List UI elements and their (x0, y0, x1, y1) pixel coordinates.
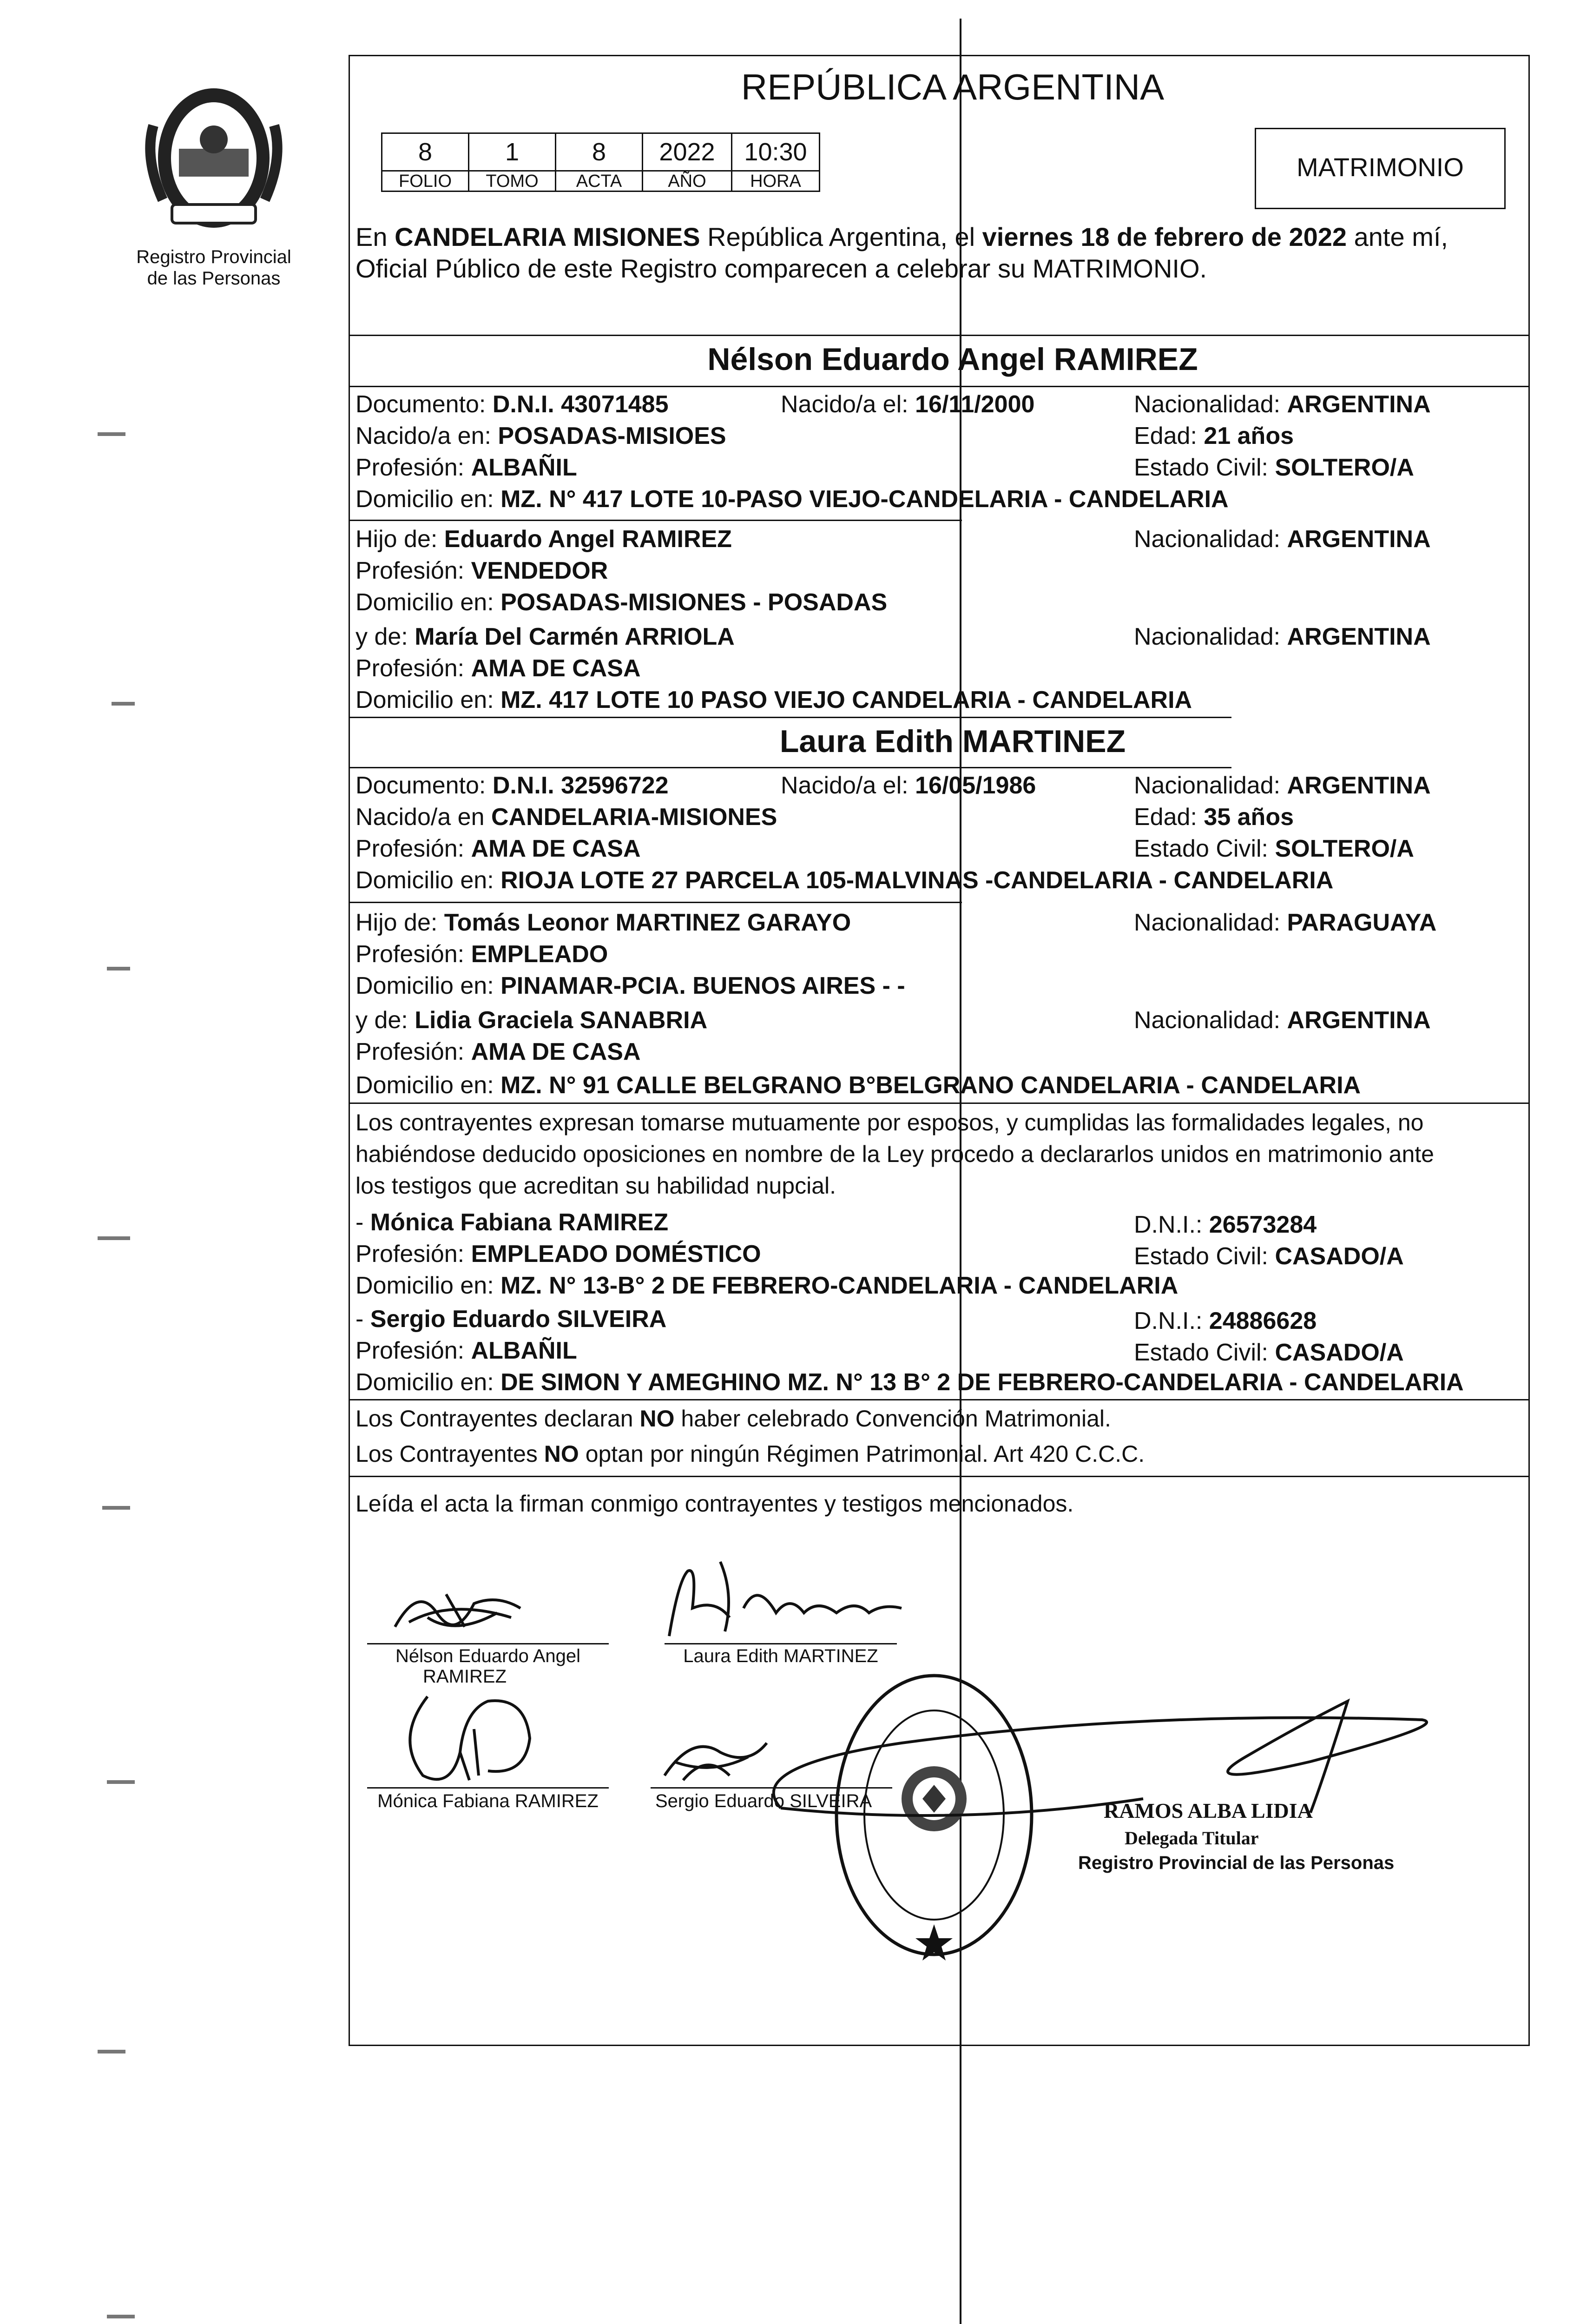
spouse1-doc-value: D.N.I. 43071485 (492, 391, 669, 418)
spouse1-father (356, 525, 732, 553)
intro-place: CANDELARIA MISIONES (395, 222, 700, 251)
spouse1-mother-nat-value: ARGENTINA (1287, 623, 1431, 650)
spouse1-mother (356, 623, 735, 651)
anio-cell (642, 132, 732, 192)
divider-6 (349, 902, 962, 903)
label: haber celebrado Convención Matrimonial. (674, 1406, 1111, 1432)
registry-name-line2: de las Personas (147, 268, 281, 289)
label: Nacido/a en: (356, 423, 498, 449)
spouse1-nat-value: ARGENTINA (1287, 391, 1431, 418)
declaration-line1: Los contrayentes expresan tomarse mutuamente por esposos, y cumplidas las formalidades legales, no (356, 1109, 1424, 1136)
label: Estado Civil: (1134, 1339, 1275, 1366)
intro-line2: Oficial Público de este Registro comparecen a celebrar su MATRIMONIO. (356, 254, 1207, 283)
spouse2-doc-value: D.N.I. 32596722 (492, 772, 669, 799)
divider-1 (349, 335, 1530, 336)
spouse1-father-prof (356, 557, 608, 585)
label: Edad: (1134, 423, 1204, 449)
spouse1-mother-prof-value: AMA DE CASA (471, 655, 641, 682)
spouse2-mother-nat (1134, 1006, 1431, 1034)
witness2-dni-value: 24886628 (1209, 1307, 1317, 1334)
divider-3 (349, 520, 962, 521)
label: Profesión: (356, 1038, 471, 1065)
witness1-dni (1134, 1211, 1317, 1239)
spouse1-born-value: 16/11/2000 (915, 391, 1035, 418)
official-office: Registro Provincial de las Personas (1078, 1853, 1395, 1873)
province-seal (135, 79, 293, 237)
intro-p2: República Argentina, el (700, 222, 982, 251)
spouse2-age-value: 35 años (1204, 804, 1294, 831)
hora-value: 10:30 (732, 134, 819, 172)
spouse2-mother-prof-value: AMA DE CASA (471, 1038, 641, 1065)
scan-speck (98, 2050, 125, 2053)
scan-speck (107, 1780, 135, 1784)
label: Documento: (356, 391, 493, 418)
witness1-addr (356, 1272, 1178, 1300)
intro-line1 (356, 223, 1448, 251)
spouse1-doc (356, 390, 669, 418)
spouse2-addr-value: RIOJA LOTE 27 PARCELA 105-MALVINAS -CANDELARIA - CANDELARIA (500, 867, 1334, 894)
label: Domicilio en: (356, 486, 501, 513)
witness1-prof-value: EMPLEADO DOMÉSTICO (471, 1241, 761, 1268)
convention-line2 (356, 1440, 1145, 1468)
registry-name-line1: Registro Provincial (136, 247, 291, 267)
spouse2-name: Laura Edith MARTINEZ (779, 724, 1126, 759)
witness1-name (356, 1208, 668, 1236)
spouse2-mother-value: Lidia Graciela SANABRIA (415, 1007, 708, 1034)
label: Estado Civil: (1134, 835, 1275, 862)
spouse2-mother (356, 1006, 707, 1034)
label: y de: (356, 623, 415, 650)
spouse1-birthplace-value: POSADAS-MISIOES (498, 423, 726, 449)
label: Domicilio en: (356, 972, 501, 999)
witness2-dni (1134, 1307, 1317, 1335)
spouse1-mother-nat (1134, 623, 1431, 651)
label: Domicilio en: (356, 867, 501, 894)
label: - (356, 1306, 370, 1333)
spouse2-mother-addr-value: MZ. N° 91 CALLE BELGRANO B°BELGRANO CANDELARIA - CANDELARIA (500, 1072, 1361, 1099)
divider-8 (349, 1399, 1530, 1400)
spouse1-civil-value: SOLTERO/A (1275, 454, 1414, 481)
spouse1-nat (1134, 390, 1431, 418)
intro-p1: En (356, 222, 395, 251)
scan-speck (98, 1236, 130, 1240)
witness1-civil-value: CASADO/A (1275, 1243, 1404, 1270)
label: Nacionalidad: (1134, 1007, 1287, 1034)
spouse1-father-nat-value: ARGENTINA (1287, 526, 1431, 553)
spouse1-mother-addr (356, 686, 1192, 714)
label: - (356, 1209, 370, 1236)
spouse1-father-nat (1134, 525, 1431, 553)
label: Nacionalidad: (1134, 623, 1287, 650)
signature-label-2: Laura Edith MARTINEZ (683, 1646, 878, 1666)
spouse2-doc (356, 772, 669, 799)
spouse1-prof-value: ALBAÑIL (471, 454, 577, 481)
label: Domicilio en: (356, 589, 501, 616)
spouse1-father-prof-value: VENDEDOR (471, 557, 608, 584)
witness2-prof-value: ALBAÑIL (471, 1337, 577, 1364)
tomo-value: 1 (469, 134, 555, 172)
official-signature (725, 1692, 1478, 1831)
spouse2-mother-nat-value: ARGENTINA (1287, 1007, 1431, 1034)
divider-2 (349, 386, 1530, 387)
label: Profesión: (356, 1337, 471, 1364)
witness2-name-value: Sergio Eduardo SILVEIRA (370, 1306, 667, 1333)
witness2-civil-value: CASADO/A (1275, 1339, 1404, 1366)
scan-speck (107, 2315, 135, 2318)
intro-p3: ante mí, (1347, 222, 1448, 251)
spouse2-born-value: 16/05/1986 (915, 772, 1036, 799)
label: Profesión: (356, 835, 471, 862)
country-title: REPÚBLICA ARGENTINA (741, 66, 1165, 107)
divider-7 (349, 1103, 1530, 1104)
official-name: RAMOS ALBA LIDIA (1104, 1799, 1313, 1822)
spouse2-father-prof-value: EMPLEADO (471, 941, 608, 968)
label: Estado Civil: (1134, 454, 1275, 481)
signature-line-3 (367, 1787, 609, 1789)
label: Nacionalidad: (1134, 772, 1287, 799)
label: Hijo de: (356, 909, 444, 936)
spouse2-addr (356, 866, 1333, 894)
label: Nacionalidad: (1134, 526, 1287, 553)
signature-1 (381, 1576, 534, 1650)
province-seal-graphic (135, 79, 293, 237)
spouse2-birthplace-value: CANDELARIA-MISIONES (491, 804, 777, 831)
spouse2-father-nat (1134, 909, 1436, 937)
spouse1-age-value: 21 años (1204, 423, 1294, 449)
witness2-name (356, 1305, 666, 1333)
spouse1-mother-prof (356, 654, 641, 682)
label: Domicilio en: (356, 1369, 501, 1396)
acta-cell (555, 132, 643, 192)
spouse2-mother-addr (356, 1071, 1361, 1099)
declaration-line2: habiéndose deducido oposiciones en nombre de la Ley procedo a declararlos unidos en matrimonio ante (356, 1141, 1434, 1167)
spouse2-mother-prof (356, 1038, 641, 1066)
acta-label: ACTA (576, 172, 622, 191)
label: Nacido/a el: (781, 772, 915, 799)
witness2-addr-value: DE SIMON Y AMEGHINO MZ. N° 13 B° 2 DE FEBRERO-CANDELARIA - CANDELARIA (500, 1369, 1464, 1396)
label: Edad: (1134, 804, 1204, 831)
label: D.N.I.: (1134, 1307, 1209, 1334)
signature-label-1a: Nélson Eduardo Angel (395, 1646, 581, 1666)
witness2-prof (356, 1337, 577, 1365)
spouse2-birthplace (356, 803, 777, 831)
tomo-cell (468, 132, 556, 192)
signature-label-4: Sergio Eduardo SILVEIRA (655, 1791, 872, 1811)
folio-label: FOLIO (398, 172, 452, 191)
hora-label: HORA (750, 172, 801, 191)
spouse2-prof-value: AMA DE CASA (471, 835, 641, 862)
label: Estado Civil: (1134, 1243, 1275, 1270)
witness1-dni-value: 26573284 (1209, 1211, 1317, 1238)
signature-label-3: Mónica Fabiana RAMIREZ (377, 1791, 599, 1811)
spouse1-mother-addr-value: MZ. 417 LOTE 10 PASO VIEJO CANDELARIA - CANDELARIA (500, 687, 1192, 713)
witness2-addr (356, 1368, 1464, 1396)
label: Los Contrayentes declaran (356, 1406, 640, 1432)
signature-label-1b: RAMIREZ (423, 1666, 507, 1687)
spouse1-mother-value: María Del Carmén ARRIOLA (415, 623, 735, 650)
signature-3 (386, 1683, 562, 1794)
label: Profesión: (356, 1241, 471, 1268)
record-table (381, 132, 820, 192)
spouse1-name: Nélson Eduardo Angel RAMIREZ (707, 342, 1198, 377)
spouse2-father-prof (356, 940, 608, 968)
witness2-civil (1134, 1339, 1404, 1367)
scan-speck (102, 1506, 130, 1510)
spouse2-father-addr-value: PINAMAR-PCIA. BUENOS AIRES - - (500, 972, 905, 999)
spouse2-father-value: Tomás Leonor MARTINEZ GARAYO (444, 909, 851, 936)
divider-4 (349, 717, 1231, 718)
scan-speck (112, 702, 135, 706)
label: D.N.I.: (1134, 1211, 1209, 1238)
scan-speck (98, 432, 125, 436)
witness1-prof (356, 1240, 761, 1268)
label: Profesión: (356, 655, 471, 682)
spouse1-father-value: Eduardo Angel RAMIREZ (444, 526, 732, 553)
declaration-line3: los testigos que acreditan su habilidad nupcial. (356, 1173, 836, 1199)
label: Profesión: (356, 557, 471, 584)
label: optan por ningún Régimen Patrimonial. Art 420 C.C.C. (579, 1441, 1145, 1467)
witness1-addr-value: MZ. N° 13-B° 2 DE FEBRERO-CANDELARIA - CANDELARIA (500, 1272, 1178, 1299)
hora-cell (731, 132, 820, 192)
official-title: Delegada Titular (1125, 1828, 1259, 1849)
label: Profesión: (356, 454, 471, 481)
scan-speck (107, 967, 130, 971)
label: Hijo de: (356, 526, 444, 553)
signature-line-2 (665, 1643, 897, 1644)
spouse2-prof (356, 835, 641, 863)
divider-9 (349, 1476, 1530, 1477)
spouse1-father-addr (356, 588, 887, 616)
spouse1-birthplace (356, 422, 726, 450)
spouse1-addr-value: MZ. N° 417 LOTE 10-PASO VIEJO-CANDELARIA - CANDELARIA (500, 486, 1229, 513)
spouse2-father-nat-value: PARAGUAYA (1287, 909, 1437, 936)
spouse1-civil (1134, 454, 1414, 482)
signature-2 (651, 1552, 911, 1645)
label: NO (544, 1441, 579, 1467)
spouse2-nat (1134, 772, 1431, 799)
label: Los Contrayentes (356, 1441, 544, 1467)
divider-5 (349, 767, 1231, 768)
spouse2-father (356, 909, 851, 937)
label: Documento: (356, 772, 493, 799)
spouse2-nat-value: ARGENTINA (1287, 772, 1431, 799)
label: Nacionalidad: (1134, 391, 1287, 418)
label: Nacionalidad: (1134, 909, 1287, 936)
anio-label: AÑO (668, 172, 706, 191)
spouse1-born (781, 390, 1034, 418)
folio-value: 8 (382, 134, 468, 172)
label: Domicilio en: (356, 1272, 501, 1299)
label: y de: (356, 1007, 415, 1034)
spouse2-born (781, 772, 1036, 799)
spouse1-age (1134, 422, 1294, 450)
spouse1-prof (356, 454, 577, 482)
doc-type-label: MATRIMONIO (1297, 152, 1464, 182)
label: Nacido/a el: (781, 391, 915, 418)
convention-line1 (356, 1405, 1111, 1433)
spouse2-age (1134, 803, 1294, 831)
folio-cell (381, 132, 469, 192)
witness1-civil (1134, 1242, 1404, 1270)
tomo-label: TOMO (486, 172, 539, 191)
spouse2-civil (1134, 835, 1414, 863)
label: Domicilio en: (356, 1072, 501, 1099)
label: Profesión: (356, 941, 471, 968)
spouse1-father-addr-value: POSADAS-MISIONES - POSADAS (500, 589, 888, 616)
label: Nacido/a en (356, 804, 491, 831)
spouse2-father-addr (356, 972, 905, 1000)
signature-line-1 (367, 1643, 609, 1644)
closing-text: Leída el acta la firman conmigo contrayentes y testigos mencionados. (356, 1491, 1074, 1517)
spouse2-civil-value: SOLTERO/A (1275, 835, 1414, 862)
label: NO (639, 1406, 675, 1432)
spouse1-addr (356, 485, 1229, 513)
witness1-name-value: Mónica Fabiana RAMIREZ (370, 1209, 669, 1236)
label: Domicilio en: (356, 687, 501, 713)
acta-value: 8 (556, 134, 642, 172)
anio-value: 2022 (643, 134, 731, 172)
intro-date: viernes 18 de febrero de 2022 (982, 222, 1347, 251)
